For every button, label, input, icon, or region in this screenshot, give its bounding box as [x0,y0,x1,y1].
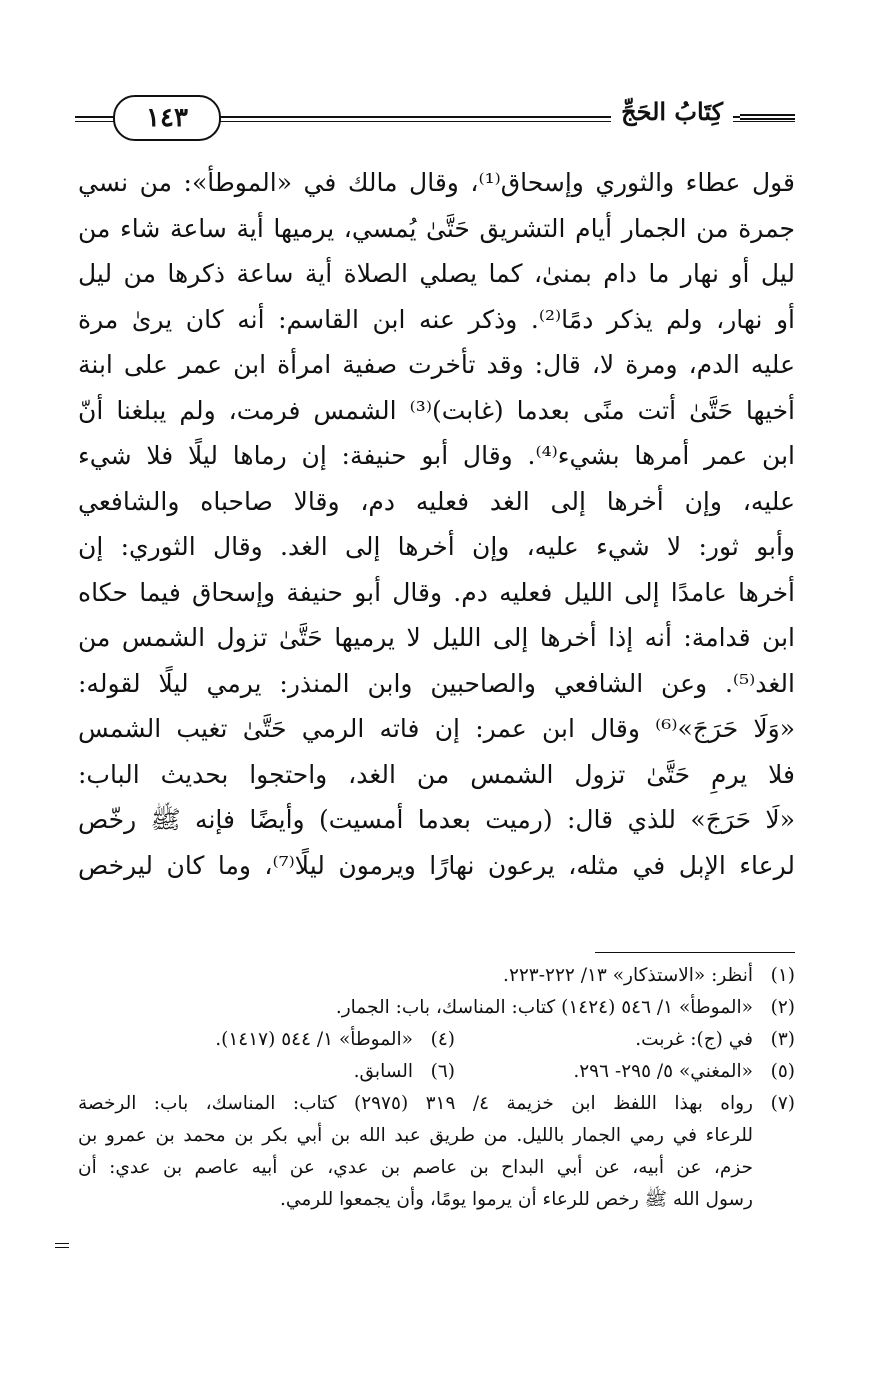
text-line: ابن قدامة: أنه إذا أخرها إلى الليل لا يرميها حَتَّىٰ تزول الشمس من [78,623,795,652]
footnote-line: للرعاء في رمي الجمار بالليل. من طريق عبد الله بن أبي بكر بن محمد بن عمرو بن [78,1125,753,1146]
footnotes [78,960,795,1216]
margin-mark [55,1243,69,1248]
footnote-pair-3-4 [78,1024,795,1056]
text-line: ابن عمر أمرها بشيء⁽⁴⁾. وقال أبو حنيفة: إن رماها ليلًا فلا شيء [78,441,795,470]
footnote-1 [78,960,795,992]
footnote-2 [78,992,795,1024]
text-line: الغد⁽⁵⁾. وعن الشافعي والصاحبين وابن المنذر: يرمي ليلًا لقوله: [78,668,795,698]
footnote-line: رواه بهذا اللفظ ابن خزيمة ٤/ ٣١٩ (٢٩٧٥) كتاب: المناسك، باب: الرخصة [78,1093,753,1114]
footnote-number: (٦) [430,1061,455,1082]
text-line: جمرة من الجمار أيام التشريق حَتَّىٰ يُمسي، يرميها أية ساعة شاء من [78,213,795,243]
main-text [78,160,795,888]
text-line: لرعاء الإبل في مثله، يرعون نهارًا ويرمون ليلًا⁽⁷⁾، وما كان ليرخص [78,850,795,880]
footnote-3 [455,1024,795,1056]
footnote-text: أنظر: «الاستذكار» ١٣/ ٢٢٢-٢٢٣. [503,965,753,986]
text-line: قول عطاء والثوري وإسحاق⁽¹⁾، وقال مالك في «الموطأ»: من نسي [78,168,795,197]
text-line: فلا يرمِ حَتَّىٰ تزول الشمس من الغد، واحتجوا بحديث الباب: [78,759,795,789]
running-title: كِتَابُ الحَجِّ [611,97,733,126]
footnote-number: (٥) [770,1061,795,1082]
text-line: ليل أو نهار ما دام بمنىٰ، كما يصلي الصلاة أية ساعة ذكرها من ليل [78,259,795,288]
footnote-7 [78,1088,795,1216]
text-line: أخيها حَتَّىٰ أتت منًى بعدما (غابت)⁽³⁾ الشمس فرمت، ولم يبلغنا أنّ [78,395,795,425]
footnote-line: رسول الله ﷺ رخص للرعاء أن يرموا يومًا، وأن يجمعوا للرمي. [280,1189,753,1210]
footnote-text: «الموطأ» ١/ ٥٤٦ (١٤٢٤) كتاب: المناسك، باب: الجمار. [335,997,753,1018]
page-header [75,92,795,142]
footnote-number: (٧) [770,1093,795,1114]
footnote-number: (٤) [430,1029,455,1050]
footnote-number: (٢) [770,997,795,1018]
footnote-number: (٣) [770,1029,795,1050]
footnote-5 [455,1056,795,1088]
text-line: «لَا حَرَجَ» للذي قال: (رميت بعدما أمسيت) وأيضًا فإنه ﷺ رخّص [78,805,795,834]
footnote-divider [595,952,795,953]
text-line: عليه، وإن أخرها إلى الغد فعليه دم، وقالا صاحباه والشافعي [78,486,795,516]
text-line: «وَلَا حَرَجَ»⁽⁶⁾ وقال ابن عمر: إن فاته الرمي حَتَّىٰ تغيب الشمس [78,714,795,743]
footnote-text: «الموطأ» ١/ ٥٤٤ (١٤١٧). [215,1029,413,1050]
footnote-text: السابق. [353,1061,413,1082]
header-dash [740,114,795,120]
footnote-text [78,1088,753,1216]
footnote-line: حزم، عن أبيه، عن أبي البداح بن عاصم بن عدي، عن أبيه عاصم بن عدي: أن [78,1157,753,1178]
footnote-pair-5-6 [78,1056,795,1088]
text-line: أخرها عامدًا إلى الليل فعليه دم. وقال أبو حنيفة وإسحاق فيما حكاه [78,577,795,607]
footnote-6 [115,1056,455,1088]
text-line: وأبو ثور: لا شيء عليه، وإن أخرها إلى الغد. وقال الثوري: إن [78,532,795,561]
footnote-text: «المغني» ٥/ ٢٩٥- ٢٩٦. [573,1061,753,1082]
footnote-4 [115,1024,455,1056]
text-line: أو نهار، ولم يذكر دمًا⁽²⁾. وذكر عنه ابن القاسم: أنه كان يرىٰ مرة [78,304,795,334]
footnote-text: في (ج): غربت. [635,1029,753,1050]
text-line: عليه الدم، ومرة لا، قال: وقد تأخرت صفية امرأة ابن عمر على ابنة [78,350,795,379]
page-number: ١٤٣ [113,95,221,141]
footnote-number: (١) [770,965,795,986]
